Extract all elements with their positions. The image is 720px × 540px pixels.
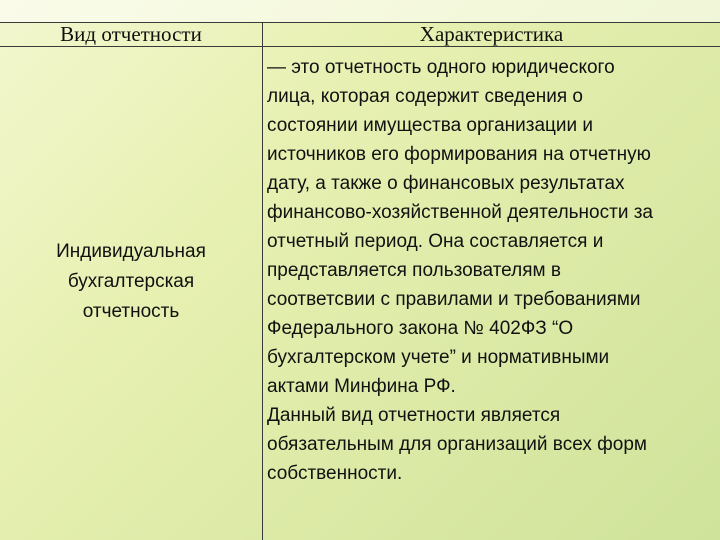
report-type-text [56, 237, 206, 327]
header-characteristic: Характеристика [419, 22, 564, 46]
report-type-cell [0, 47, 262, 540]
characteristic-line: обязательным для организаций всех форм [267, 434, 647, 455]
report-type-line: отчетность [82, 300, 180, 322]
characteristic-line: финансово-хозяйственной деятельности за [267, 202, 653, 223]
characteristic-line: — это отчетность одного юридического [267, 57, 615, 78]
characteristic-line: собственности. [267, 463, 403, 484]
characteristic-line: состоянии имущества организации и [267, 115, 594, 136]
characteristic-cell [263, 47, 720, 540]
report-type-line: Индивидуальная [56, 240, 206, 262]
characteristic-line: лица, которая содержит сведения о [267, 86, 583, 107]
characteristic-line: актами Минфина РФ. [267, 376, 456, 397]
characteristic-line: бухгалтерском учете” и нормативными [267, 347, 610, 368]
characteristic-line: отчетный период. Она составляется и [267, 231, 604, 252]
characteristic-line: соответсвии с правилами и требованиями [267, 289, 641, 310]
header-report-type: Вид отчетности [60, 22, 202, 46]
characteristic-line: Федерального закона № 402ФЗ “О [267, 318, 574, 339]
characteristic-line: представляется пользователям в [267, 260, 561, 281]
characteristic-line: дату, а также о финансовых результатах [267, 173, 625, 194]
characteristic-line: источников его формирования на отчетную [267, 144, 651, 165]
report-type-line: бухгалтерская [67, 270, 195, 292]
characteristic-line: Данный вид отчетности является [267, 405, 561, 426]
